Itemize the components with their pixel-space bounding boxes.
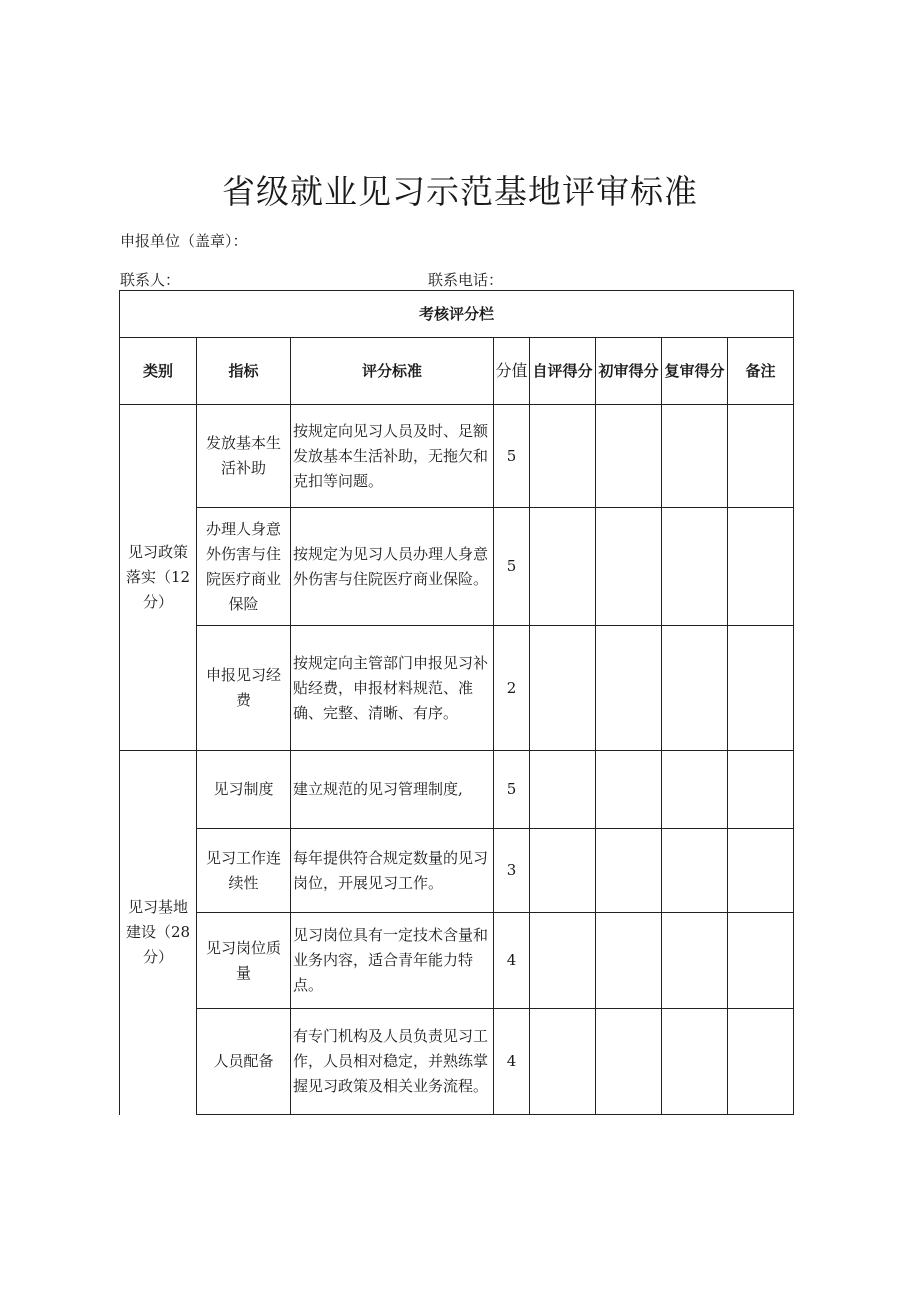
contact-phone-label: 联系电话： xyxy=(428,271,504,289)
table-row xyxy=(120,1009,794,1115)
initial-review-cell[interactable] xyxy=(596,626,662,751)
score-cell: 5 xyxy=(494,751,530,829)
criteria-cell: 按规定向主管部门申报见习补贴经费，申报材料规范、准确、完整、清晰、有序。 xyxy=(291,626,494,751)
header-criteria: 评分标准 xyxy=(291,338,494,405)
table-row xyxy=(120,913,794,1009)
criteria-cell: 建立规范的见习管理制度, xyxy=(291,751,494,829)
initial-review-cell[interactable] xyxy=(596,1009,662,1115)
header-category: 类别 xyxy=(120,338,197,405)
header-indicator: 指标 xyxy=(197,338,291,405)
table-row xyxy=(120,829,794,913)
applicant-label: 申报单位（盖章）： xyxy=(120,232,248,250)
remarks-cell[interactable] xyxy=(728,829,794,913)
header-final-review: 复审得分 xyxy=(662,338,728,405)
category-cell: 见习政策落实（12分） xyxy=(120,405,197,751)
final-review-cell[interactable] xyxy=(662,626,728,751)
final-review-cell[interactable] xyxy=(662,405,728,508)
category-cell: 见习基地建设（28分） xyxy=(120,751,197,1115)
indicator-cell: 见习工作连续性 xyxy=(197,829,291,913)
score-cell: 3 xyxy=(494,829,530,913)
remarks-cell[interactable] xyxy=(728,913,794,1009)
criteria-cell: 按规定向见习人员及时、足额发放基本生活补助，无拖欠和克扣等问题。 xyxy=(291,405,494,508)
final-review-cell[interactable] xyxy=(662,508,728,626)
final-review-cell[interactable] xyxy=(662,829,728,913)
score-cell: 2 xyxy=(494,626,530,751)
initial-review-cell[interactable] xyxy=(596,829,662,913)
table-row xyxy=(120,405,794,508)
header-self-score: 自评得分 xyxy=(530,338,596,405)
header-score: 分值 xyxy=(494,338,530,405)
self-score-cell[interactable] xyxy=(530,829,596,913)
remarks-cell[interactable] xyxy=(728,405,794,508)
table-row xyxy=(120,751,794,829)
remarks-cell[interactable] xyxy=(728,751,794,829)
score-cell: 4 xyxy=(494,1009,530,1115)
indicator-cell: 办理人身意外伤害与住院医疗商业保险 xyxy=(197,508,291,626)
initial-review-cell[interactable] xyxy=(596,508,662,626)
self-score-cell[interactable] xyxy=(530,508,596,626)
score-cell: 4 xyxy=(494,913,530,1009)
header-remarks: 备注 xyxy=(728,338,794,405)
criteria-cell: 有专门机构及人员负责见习工作，人员相对稳定，并熟练掌握见习政策及相关业务流程。 xyxy=(291,1009,494,1115)
criteria-cell: 按规定为见习人员办理人身意外伤害与住院医疗商业保险。 xyxy=(291,508,494,626)
remarks-cell[interactable] xyxy=(728,508,794,626)
score-cell: 5 xyxy=(494,405,530,508)
header-initial-review: 初审得分 xyxy=(596,338,662,405)
remarks-cell[interactable] xyxy=(728,626,794,751)
remarks-cell[interactable] xyxy=(728,1009,794,1115)
table-row xyxy=(120,626,794,751)
indicator-cell: 见习岗位质量 xyxy=(197,913,291,1009)
indicator-cell: 申报见习经费 xyxy=(197,626,291,751)
self-score-cell[interactable] xyxy=(530,405,596,508)
table-banner: 考核评分栏 xyxy=(120,291,794,338)
table-row xyxy=(120,508,794,626)
final-review-cell[interactable] xyxy=(662,913,728,1009)
initial-review-cell[interactable] xyxy=(596,913,662,1009)
page-title: 省级就业见习示范基地评审标准 xyxy=(222,172,698,211)
self-score-cell[interactable] xyxy=(530,1009,596,1115)
indicator-cell: 人员配备 xyxy=(197,1009,291,1115)
final-review-cell[interactable] xyxy=(662,751,728,829)
self-score-cell[interactable] xyxy=(530,626,596,751)
score-cell: 5 xyxy=(494,508,530,626)
indicator-cell: 发放基本生活补助 xyxy=(197,405,291,508)
criteria-cell: 每年提供符合规定数量的见习岗位，开展见习工作。 xyxy=(291,829,494,913)
self-score-cell[interactable] xyxy=(530,913,596,1009)
criteria-cell: 见习岗位具有一定技术含量和业务内容，适合青年能力特点。 xyxy=(291,913,494,1009)
final-review-cell[interactable] xyxy=(662,1009,728,1115)
indicator-cell: 见习制度 xyxy=(197,751,291,829)
contact-person-label: 联系人： xyxy=(120,271,181,289)
scoring-table xyxy=(119,290,794,1115)
self-score-cell[interactable] xyxy=(530,751,596,829)
initial-review-cell[interactable] xyxy=(596,405,662,508)
initial-review-cell[interactable] xyxy=(596,751,662,829)
